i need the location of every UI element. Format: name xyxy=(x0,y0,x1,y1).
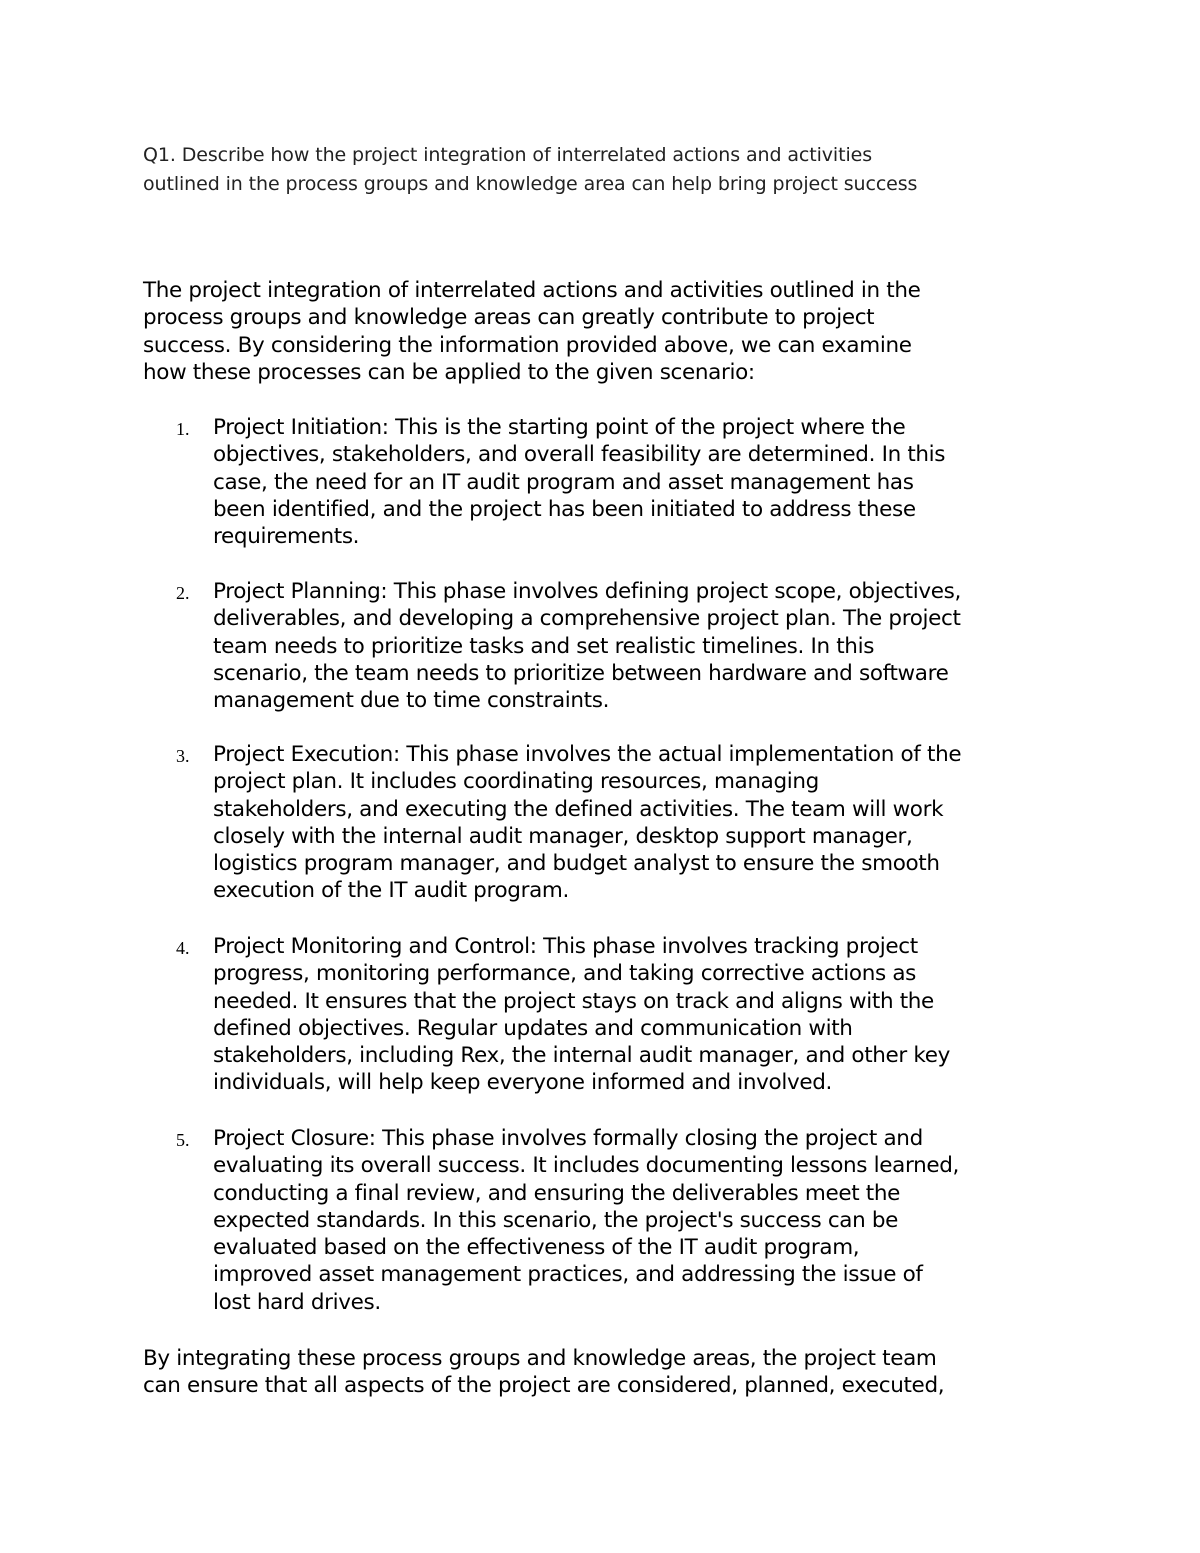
list-line: improved asset management practices, and addressing the issue of xyxy=(213,1262,923,1288)
question-line: Q1. Describe how the project integration of interrelated actions and activities xyxy=(143,144,873,166)
list-line: requirements. xyxy=(213,524,360,550)
question-line: outlined in the process groups and knowledge area can help bring project success xyxy=(143,173,918,195)
list-line: individuals, will help keep everyone informed and involved. xyxy=(213,1070,833,1096)
list-number: 1. xyxy=(176,419,190,439)
list-number: 5. xyxy=(176,1130,190,1150)
intro-line: how these processes can be applied to the given scenario: xyxy=(143,359,755,385)
intro-line: The project integration of interrelated actions and activities outlined in the xyxy=(143,278,921,303)
list-line: Project Monitoring and Control: This phase involves tracking project xyxy=(213,934,918,959)
list-line: conducting a final review, and ensuring the deliverables meet the xyxy=(213,1180,901,1206)
question-heading xyxy=(143,141,1083,199)
list-line: deliverables, and developing a comprehensive project plan. The project xyxy=(213,606,961,632)
list-line: execution of the IT audit program. xyxy=(213,878,569,904)
closing-paragraph xyxy=(143,1345,1083,1400)
intro-paragraph xyxy=(143,277,1073,386)
list-number: 2. xyxy=(176,583,190,603)
list-line: team needs to prioritize tasks and set realistic timelines. In this xyxy=(213,633,875,659)
list-line: objectives, stakeholders, and overall feasibility are determined. In this xyxy=(213,442,946,468)
list-item-text xyxy=(213,1125,1083,1316)
list-line: project plan. It includes coordinating resources, managing xyxy=(213,769,819,795)
closing-line: can ensure that all aspects of the project are considered, planned, executed, xyxy=(143,1373,945,1399)
list-line: Project Planning: This phase involves defining project scope, objectives, xyxy=(213,579,961,604)
list-line: case, the need for an IT audit program and asset management has xyxy=(213,469,914,495)
list-line: management due to time constraints. xyxy=(213,688,610,714)
list-line: evaluated based on the effectiveness of the IT audit program, xyxy=(213,1235,860,1261)
closing-line: By integrating these process groups and knowledge areas, the project team xyxy=(143,1346,937,1371)
list-line: needed. It ensures that the project stays on track and aligns with the xyxy=(213,988,934,1014)
list-line: Project Closure: This phase involves formally closing the project and xyxy=(213,1126,923,1151)
list-line: stakeholders, and executing the defined activities. The team will work xyxy=(213,796,944,822)
list-item-text xyxy=(213,414,1083,550)
list-line: been identified, and the project has been initiated to address these xyxy=(213,496,916,522)
list-line: expected standards. In this scenario, the project's success can be xyxy=(213,1207,899,1233)
intro-line: process groups and knowledge areas can greatly contribute to project xyxy=(143,305,875,331)
list-item-text xyxy=(213,933,1083,1097)
list-line: stakeholders, including Rex, the internal audit manager, and other key xyxy=(213,1043,950,1069)
list-line: Project Execution: This phase involves the actual implementation of the xyxy=(213,742,962,767)
list-number: 3. xyxy=(176,746,190,766)
list-line: closely with the internal audit manager, desktop support manager, xyxy=(213,823,913,849)
list-line: Project Initiation: This is the starting point of the project where the xyxy=(213,415,906,440)
list-number: 4. xyxy=(176,938,190,958)
list-line: lost hard drives. xyxy=(213,1289,381,1315)
list-line: progress, monitoring performance, and taking corrective actions as xyxy=(213,961,916,987)
intro-line: success. By considering the information provided above, we can examine xyxy=(143,332,912,358)
list-item-text xyxy=(213,741,1083,905)
list-line: scenario, the team needs to prioritize between hardware and software xyxy=(213,660,949,686)
list-line: evaluating its overall success. It includes documenting lessons learned, xyxy=(213,1153,960,1179)
list-line: defined objectives. Regular updates and communication with xyxy=(213,1015,853,1041)
list-item-text xyxy=(213,578,1083,714)
list-line: logistics program manager, and budget analyst to ensure the smooth xyxy=(213,851,940,877)
